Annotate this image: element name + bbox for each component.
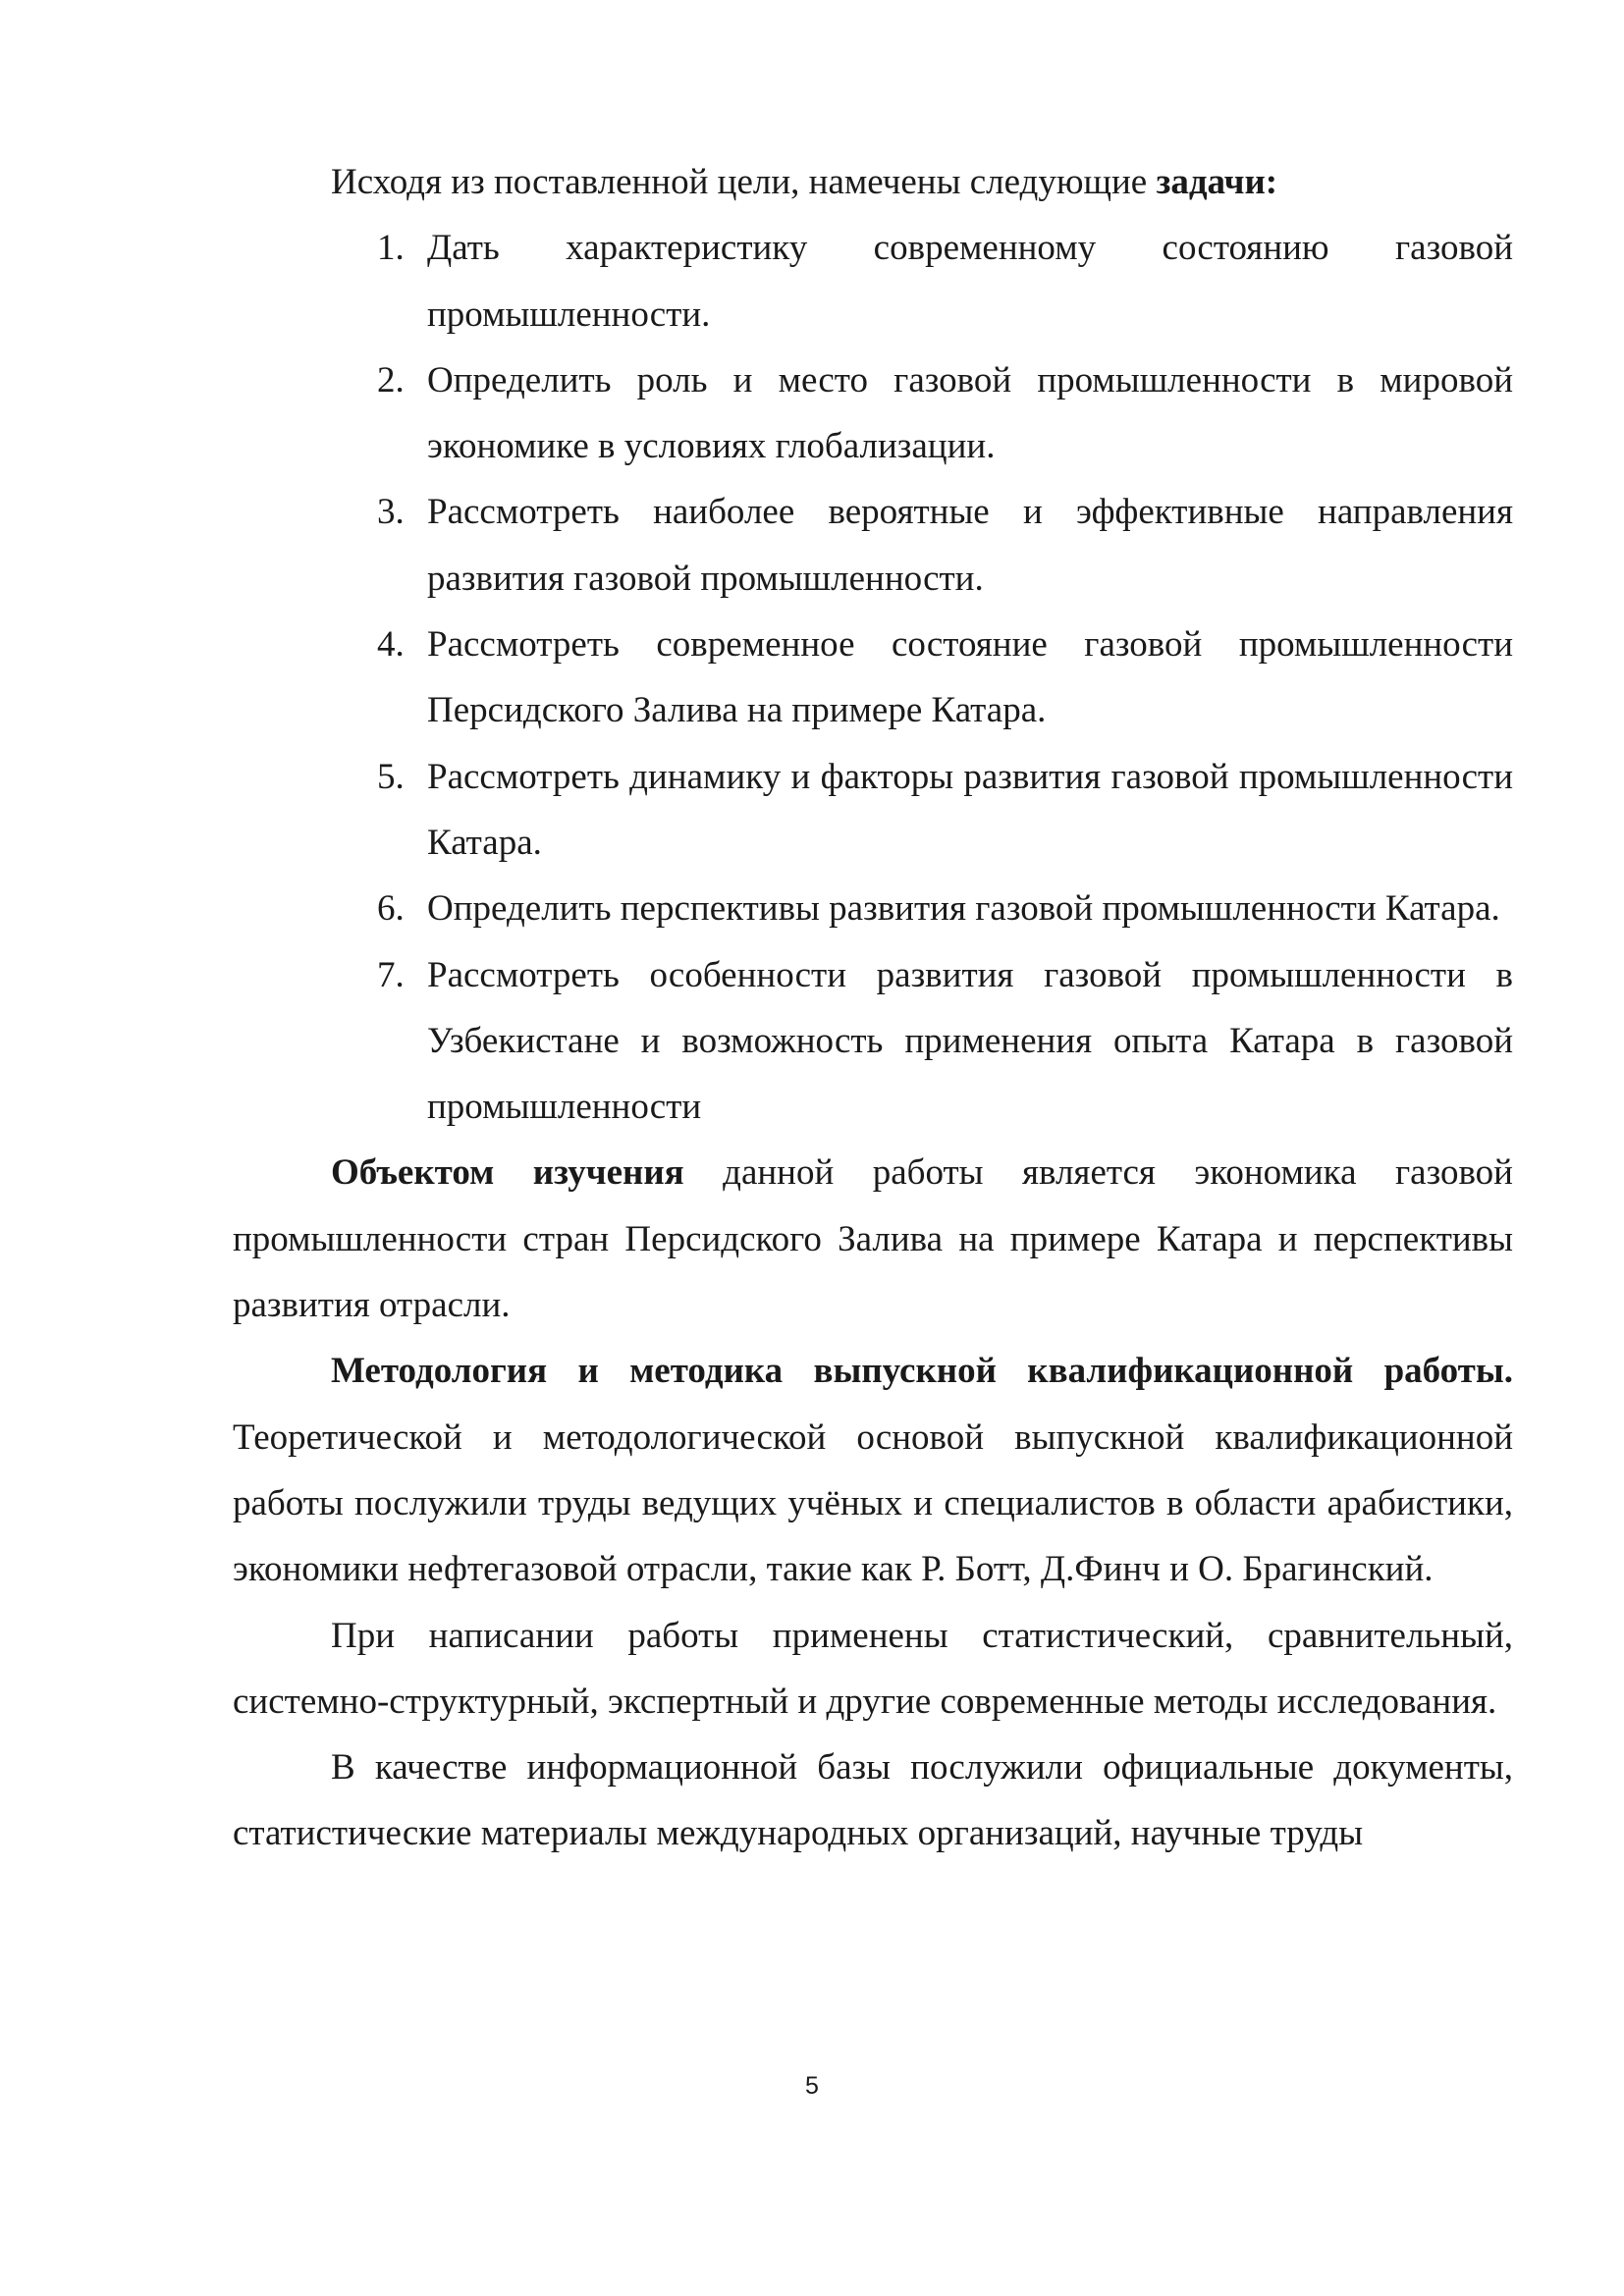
task-text: Определить перспективы развития газовой промышленности Катара.: [427, 888, 1500, 930]
page-body: [233, 149, 1513, 1867]
task-text: Рассмотреть современное состояние газовой промышленности Персидского Залива на примере Катара.: [427, 624, 1513, 731]
task-number: 3.: [377, 492, 405, 533]
tasks-intro-text: Исходя из поставленной цели, намечены следующие: [331, 162, 1157, 202]
task-item: [233, 876, 1513, 941]
methodology-paragraph: [233, 1338, 1513, 1602]
task-number: 6.: [377, 888, 405, 930]
task-item: [233, 744, 1513, 877]
tasks-heading: задачи:: [1156, 162, 1278, 202]
methodology-text: Теоретической и методологической основой выпускной квалификационной работы послужили труды ведущих учёных и специалистов в области арабистики, экономики нефтегазовой отрасли, такие как Р. Ботт, Д.Финч и О. Брагинский.: [233, 1416, 1513, 1590]
tasks-intro: [233, 149, 1513, 215]
task-item: [233, 479, 1513, 612]
task-text: Рассмотреть наиболее вероятные и эффективные направления развития газовой промышленности.: [427, 492, 1513, 599]
task-number: 2.: [377, 359, 405, 400]
object-heading: Объектом изучения: [331, 1152, 684, 1194]
task-text: Рассмотреть особенности развития газовой промышленности в Узбекистане и возможность применения опыта Катара в газовой промышленности: [427, 954, 1513, 1128]
object-paragraph: [233, 1140, 1513, 1338]
task-number: 7.: [377, 954, 405, 995]
task-text: Определить роль и место газовой промышленности в мировой экономике в условиях глобализации.: [427, 359, 1513, 467]
task-text: Рассмотреть динамику и факторы развития газовой промышленности Катара.: [427, 756, 1513, 863]
task-number: 1.: [377, 228, 405, 269]
methods-paragraph: При написании работы применены статистический, сравнительный, системно-структурный, экспертный и другие современные методы исследования.: [233, 1615, 1513, 1722]
page-number: 5: [805, 2072, 819, 2100]
object-text: данной работы является экономика газовой промышленности стран Персидского Залива на примере Катара и перспективы развития отрасли.: [233, 1152, 1513, 1326]
task-item: [233, 347, 1513, 480]
methodology-heading: Методология и методика выпускной квалификационной работы.: [331, 1351, 1513, 1392]
task-item: [233, 612, 1513, 744]
task-number: 4.: [377, 624, 405, 666]
task-number: 5.: [377, 756, 405, 797]
task-list: [233, 215, 1513, 1140]
info-base-paragraph: В качестве информационной базы послужили официальные документы, статистические материалы международных организаций, научные труды: [233, 1747, 1513, 1854]
task-item: [233, 215, 1513, 347]
task-text: Дать характеристику современному состоянию газовой промышленности.: [427, 228, 1513, 335]
task-item: [233, 942, 1513, 1141]
